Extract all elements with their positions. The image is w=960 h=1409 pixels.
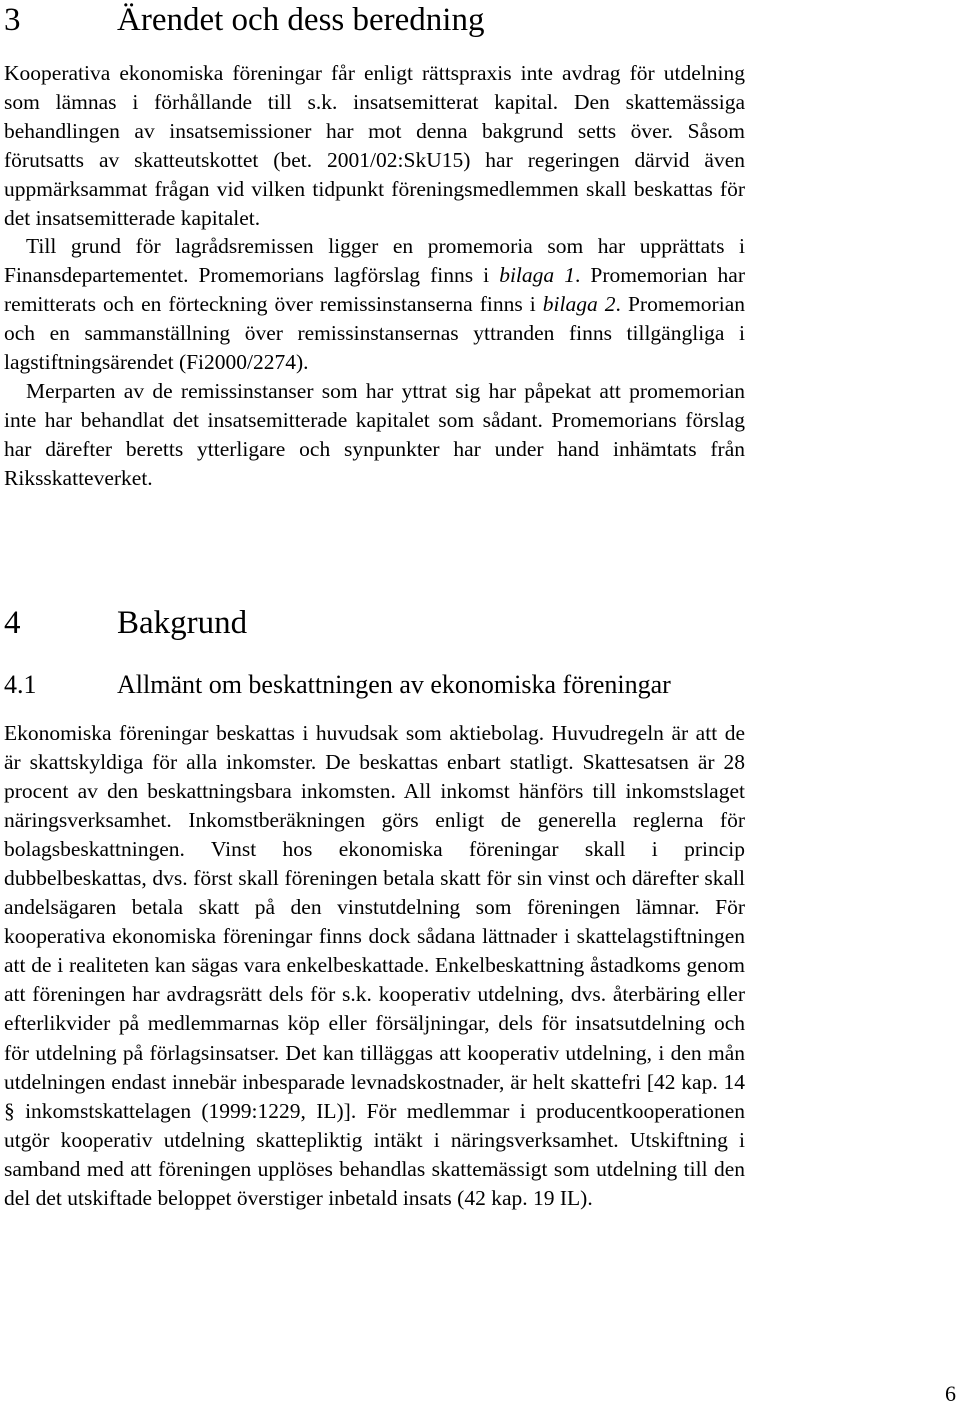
section-4-1-paragraph-1: Ekonomiska föreningar beskattas i huvudsak som aktiebolag. Huvudregeln är att de är skattskyldiga för alla inkomster. De beskattas enbart statligt. Skattesatsen är 28 procent av den beskattningsbara inkomsten. All inkomst hänförs till inkomstslaget näringsverksamhet. Inkomstberäkningen görs enligt de generella reglerna för bolagsbeskattningen. Vinst hos ekonomiska föreningar skall i princip dubbelbeskattas, dvs. först skall föreningen betala skatt för sin vinst och därefter skall andelsägaren betala skatt på den vinstutdelning som föreningen lämnar. För kooperativa ekonomiska föreningar finns dock sådana lättnader i skattelagstiftningen att de i realiteten kan sägas vara enkelbeskattade. Enkelbeskattning åstadkoms genom att föreningen har avdragsrätt dels för s.k. kooperativ utdelning, dvs. återbäring eller efterlikvider på medlemmarnas köp eller försäljningar, dels för insatsutdelning och för utdelning på förlagsinsatser. Det kan tilläggas att kooperativ utdelning, i den mån utdelningen endast innebär inbesparade levnadskostnader, är helt skattefri [42 kap. 14 § inkomstskattelagen (1999:1229, IL)]. För medlemmar i producentkooperationen utgör kooperativ utdelning skattepliktig intäkt i näringsverksamhet. Utskiftning i samband med att föreningen upplöses behandlas skattemässigt som utdelning till den del det utskiftade beloppet överstiger inbetald insats (42 kap. 19 IL). xyxy=(4,721,745,1210)
section-4-1-title: Allmänt om beskattningen av ekonomiska föreningar xyxy=(117,670,671,699)
bilaga-1-reference: bilaga 1 xyxy=(499,263,575,288)
paragraph-2-text-e: . Promemorian och en sammanställning över remissinstansernas yttranden finns tillgängliga i lagstiftningsärendet (Fi2000/2274). xyxy=(4,292,745,375)
section-4-1-body xyxy=(4,719,745,1213)
section-3-number: 3 xyxy=(4,2,21,38)
section-3-heading xyxy=(4,0,484,40)
section-3-title: Ärendet och dess beredning xyxy=(117,2,485,38)
paragraph-2-text-c: . Promemorian har remitterats och en förteckning över remissinstanserna finns i xyxy=(4,263,745,317)
paragraph-2-text-a: Till grund för lagrådsremissen ligger en promemoria som har upprättats i Finansdepartementet. Promemorians lagförslag finns i xyxy=(4,234,745,288)
section-3-paragraph-2 xyxy=(4,232,745,377)
section-3-paragraph-1: Kooperativa ekonomiska föreningar får enligt rättspraxis inte avdrag för utdelning som lämnas i förhållande till s.k. insatsemitterat kapital. Den skattemässiga behandlingen av insatsemissioner har mot denna bakgrund setts över. Såsom förutsatts av skatteutskottet (bet. 2001/02:SkU15) har regeringen därvid även uppmärksammat frågan vid vilken tidpunkt föreningsmedlemmen skall beskattas för det insatsemitterade kapitalet. xyxy=(4,61,745,230)
page-number: 6 xyxy=(945,1381,956,1406)
section-3-body xyxy=(4,59,745,493)
section-4-heading xyxy=(4,603,247,643)
section-4-1-heading xyxy=(4,669,671,701)
section-4-number: 4 xyxy=(4,605,21,641)
bilaga-2-reference: bilaga 2 xyxy=(542,292,616,317)
section-3-paragraph-3: Merparten av de remissinstanser som har yttrat sig har påpekat att promemorian inte har behandlat det insatsemitterade kapitalet som sådant. Promemorians förslag har därefter beretts ytterligare och synpunkter har under hand inhämtats från Riksskatteverket. xyxy=(4,378,745,490)
section-4-title: Bakgrund xyxy=(117,605,248,641)
section-4-1-number: 4.1 xyxy=(4,670,37,699)
